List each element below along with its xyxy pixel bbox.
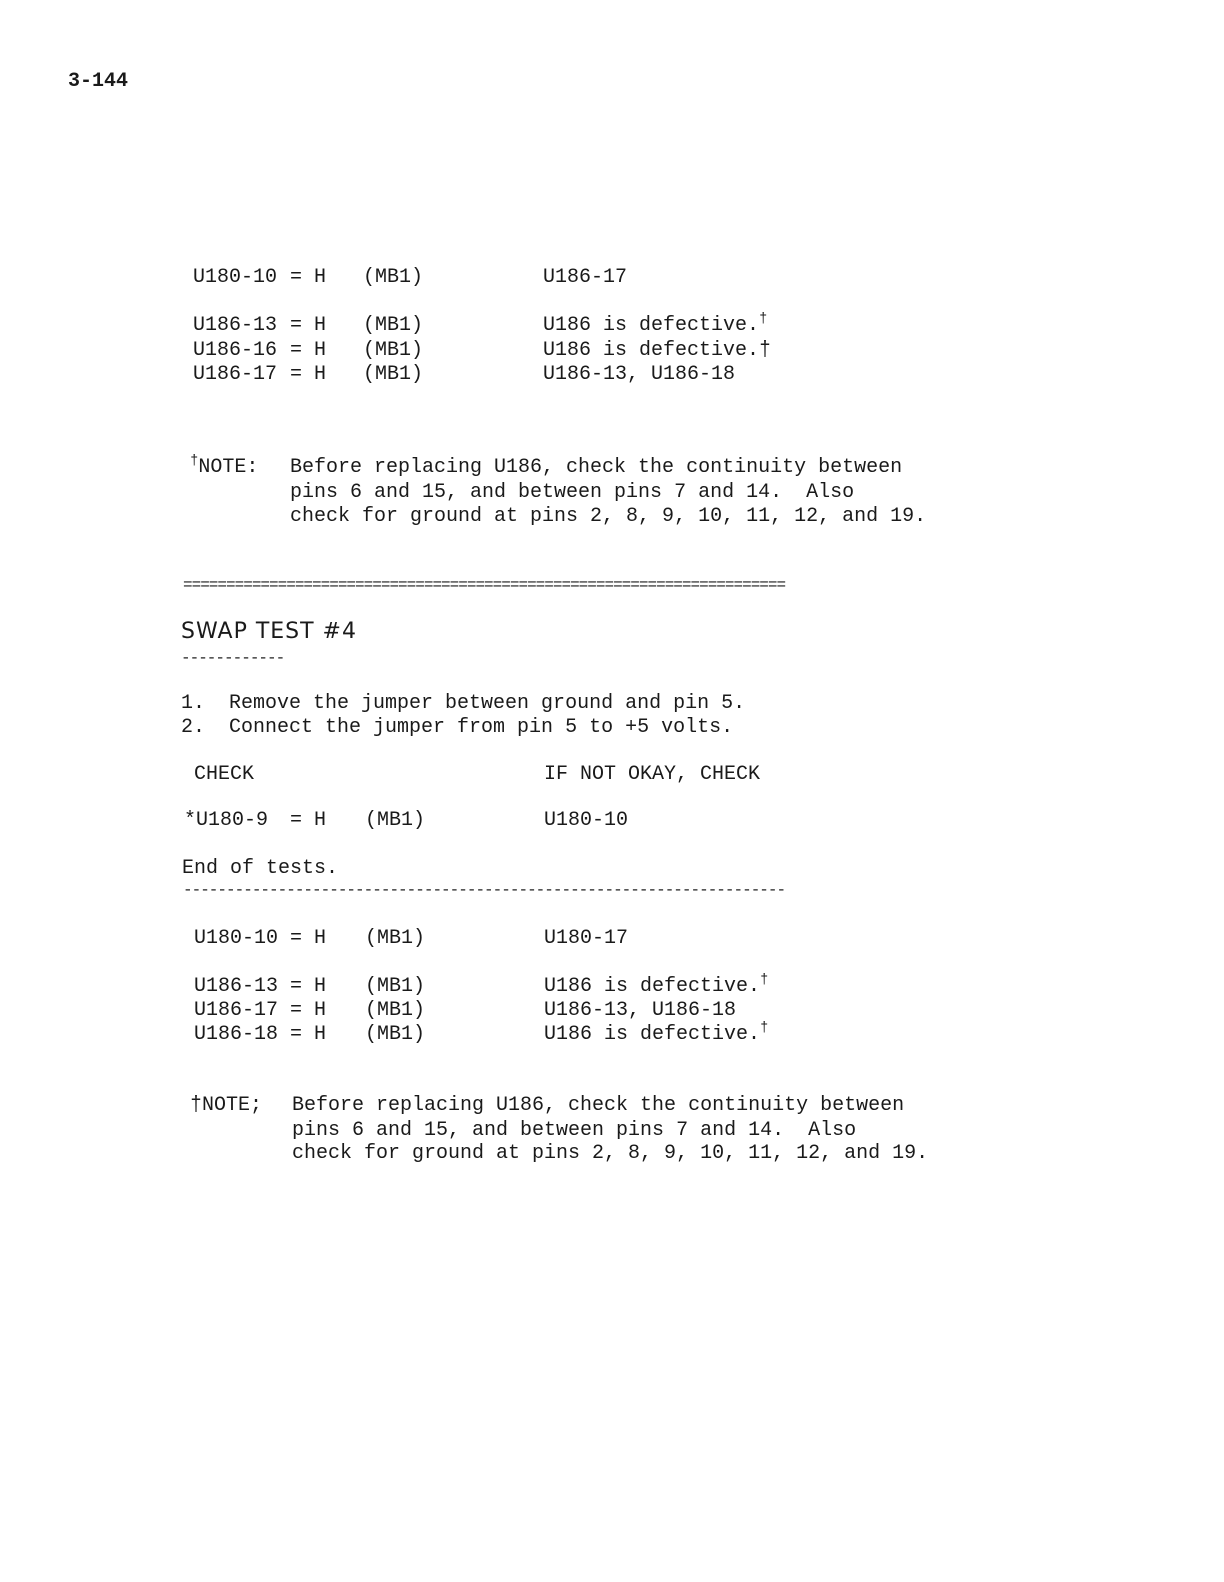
dagger-mark: † xyxy=(190,1094,203,1117)
board-location: (MB1) xyxy=(363,314,424,337)
check-point: U186-13 xyxy=(194,975,279,998)
note-line: pins 6 and 15, and between pins 7 and 14. Also xyxy=(290,481,855,504)
dagger-mark: † xyxy=(759,311,768,327)
if-not-okay-action: U186 is defective.† xyxy=(543,311,768,337)
check-condition: = H xyxy=(290,809,327,832)
if-not-okay-action: U186 is defective.† xyxy=(544,1020,769,1046)
note-label: †NOTE: xyxy=(190,453,259,479)
double-separator: ====================================================================== xyxy=(183,576,786,594)
if-not-okay-action: U186-13, U186-18 xyxy=(544,999,737,1022)
note-line: Before replacing U186, check the continuity between xyxy=(292,1094,905,1117)
check-point: U186-17 xyxy=(193,363,278,386)
page-number: 3-144 xyxy=(68,70,129,93)
board-location: (MB1) xyxy=(363,363,424,386)
dagger-mark: † xyxy=(759,339,772,362)
check-point: U186-16 xyxy=(193,339,278,362)
check-point: U180-10 xyxy=(194,927,279,950)
check-point: U186-18 xyxy=(194,1023,279,1046)
heading-underline: ------------ xyxy=(181,649,285,667)
column-header-check: CHECK xyxy=(194,763,255,786)
dagger-mark: † xyxy=(760,1020,769,1036)
check-point: U180-10 xyxy=(193,266,278,289)
check-condition: = H xyxy=(290,927,327,950)
check-condition: = H xyxy=(290,363,327,386)
step-1: 1. Remove the jumper between ground and pin 5. xyxy=(181,692,746,715)
column-header-action: IF NOT OKAY, CHECK xyxy=(544,763,761,786)
section-heading: SWAP TEST #4 xyxy=(181,619,357,644)
dagger-mark: † xyxy=(190,453,199,469)
single-separator: ---------------------------------------------------------------------- xyxy=(183,881,786,899)
if-not-okay-action: U180-17 xyxy=(544,927,629,950)
if-not-okay-action: U186 is defective.† xyxy=(544,972,769,998)
note-line: Before replacing U186, check the continuity between xyxy=(290,456,903,479)
board-location: (MB1) xyxy=(365,927,426,950)
board-location: (MB1) xyxy=(365,975,426,998)
if-not-okay-action: U186 is defective.† xyxy=(543,339,772,362)
check-condition: = H xyxy=(290,999,327,1022)
board-location: (MB1) xyxy=(365,999,426,1022)
board-location: (MB1) xyxy=(363,339,424,362)
check-point: *U180-9 xyxy=(184,809,269,832)
note-line: check for ground at pins 2, 8, 9, 10, 11, 12, and 19. xyxy=(290,505,927,528)
check-condition: = H xyxy=(290,1023,327,1046)
board-location: (MB1) xyxy=(363,266,424,289)
step-2: 2. Connect the jumper from pin 5 to +5 volts. xyxy=(181,716,734,739)
board-location: (MB1) xyxy=(365,809,426,832)
board-location: (MB1) xyxy=(365,1023,426,1046)
check-condition: = H xyxy=(290,339,327,362)
note-line: check for ground at pins 2, 8, 9, 10, 11, 12, and 19. xyxy=(292,1142,929,1165)
note-label: †NOTE; xyxy=(190,1094,263,1117)
dagger-mark: † xyxy=(760,972,769,988)
check-condition: = H xyxy=(290,314,327,337)
if-not-okay-action: U180-10 xyxy=(544,809,629,832)
end-of-tests: End of tests. xyxy=(182,857,339,880)
check-condition: = H xyxy=(290,975,327,998)
check-condition: = H xyxy=(290,266,327,289)
check-point: U186-17 xyxy=(194,999,279,1022)
note-line: pins 6 and 15, and between pins 7 and 14. Also xyxy=(292,1119,857,1142)
if-not-okay-action: U186-17 xyxy=(543,266,628,289)
check-point: U186-13 xyxy=(193,314,278,337)
if-not-okay-action: U186-13, U186-18 xyxy=(543,363,736,386)
